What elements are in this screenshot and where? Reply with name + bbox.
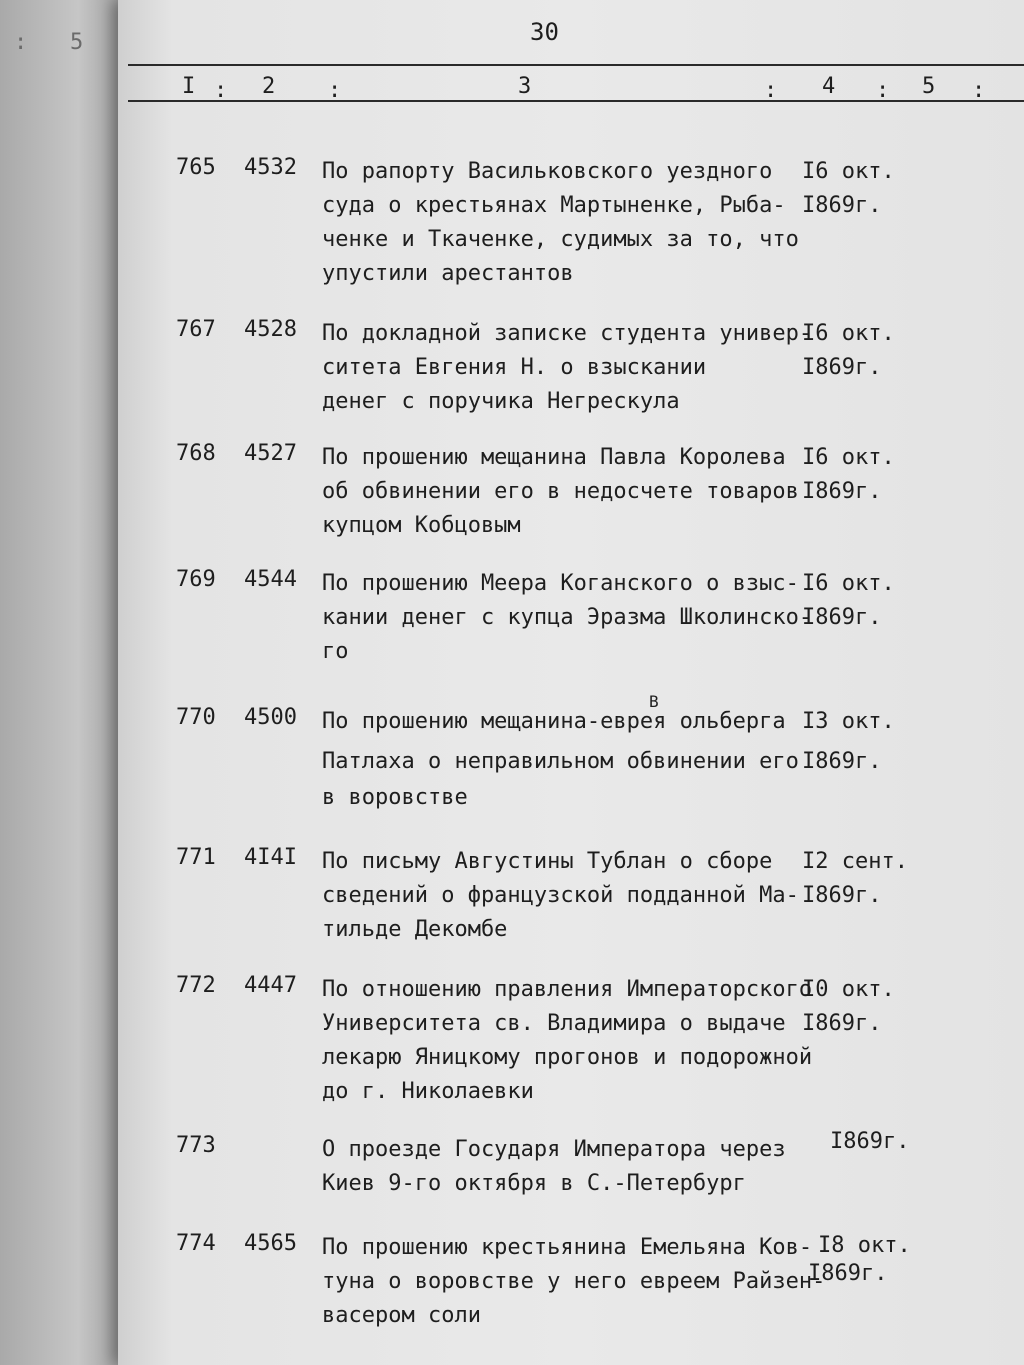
entry-text-line: По докладной записке студента универ-	[322, 321, 813, 346]
facing-page-mark: 5	[70, 30, 84, 55]
entry-text-line: Киев 9-го октября в С.-Петербург	[322, 1171, 746, 1196]
entry-number: 772	[176, 973, 216, 998]
entry-date: I0 окт.	[802, 977, 895, 1002]
entry-reference: 4527	[244, 441, 297, 466]
header-rule-top	[128, 64, 1024, 66]
entry-reference: 4565	[244, 1231, 297, 1256]
entry-text-line: в воровстве	[322, 785, 468, 810]
entry-number: 771	[176, 845, 216, 870]
entry-reference: 4500	[244, 705, 297, 730]
entry-reference: 4I4I	[244, 845, 297, 870]
entry-date: I8 окт.	[818, 1233, 911, 1258]
entry-text-line: По отношению правления Императорского	[322, 977, 813, 1002]
entry-number: 767	[176, 317, 216, 342]
entry-superscript-correction: В	[649, 692, 659, 711]
column-separator: :	[214, 78, 228, 103]
entry-date: I6 окт.	[802, 445, 895, 470]
entry-number: 765	[176, 155, 216, 180]
entry-date: I869г.	[802, 883, 882, 908]
entry-text-line: По рапорту Васильковского уездного	[322, 159, 773, 184]
column-header-5: 5	[922, 74, 936, 99]
entry-date: I6 окт.	[802, 321, 895, 346]
entry-text-line: упустили арестантов	[322, 261, 574, 286]
entry-text-line: ченке и Ткаченке, судимых за то, что	[322, 227, 799, 252]
header-rule-bottom	[128, 100, 1024, 102]
entry-text-line: тильде Декомбе	[322, 917, 508, 942]
entry-number: 770	[176, 705, 216, 730]
entry-text-line: По прошению крестьянина Емельяна Ков-	[322, 1235, 813, 1260]
column-header-4: 4	[822, 74, 836, 99]
page-number: 30	[530, 18, 559, 46]
column-separator: :	[764, 78, 778, 103]
column-separator: :	[876, 78, 890, 103]
column-header-2: 2	[262, 74, 276, 99]
column-header-3: 3	[518, 74, 532, 99]
entry-text-line: По прошению Меера Коганского о взыс-	[322, 571, 799, 596]
entry-text-line: туна о воровстве у него евреем Райзен-	[322, 1269, 826, 1294]
entry-text-line: суда о крестьянах Мартыненке, Рыба-	[322, 193, 786, 218]
entry-text-line: васером соли	[322, 1303, 481, 1328]
entry-number: 769	[176, 567, 216, 592]
entry-date: I869г.	[802, 605, 882, 630]
column-header-1: I	[182, 74, 196, 99]
entry-date: I869г.	[802, 355, 882, 380]
entry-text-line: кании денег с купца Эразма Школинско-	[322, 605, 813, 630]
entry-text-line: до г. Николаевки	[322, 1079, 534, 1104]
entry-text-line: купцом Кобцовым	[322, 513, 521, 538]
entry-text-line: лекарю Яницкому прогонов и подорожной	[322, 1045, 813, 1070]
facing-page-mark: :	[14, 30, 28, 55]
entry-reference: 4447	[244, 973, 297, 998]
entry-date: I2 сент.	[802, 849, 908, 874]
entry-date: I869г.	[802, 1011, 882, 1036]
entry-text-line: По прошению мещанина Павла Королева	[322, 445, 786, 470]
entry-date: I869г.	[802, 749, 882, 774]
entry-date: I869г.	[830, 1129, 910, 1154]
entry-number: 773	[176, 1133, 216, 1158]
entry-date: I869г.	[808, 1261, 888, 1286]
facing-page-edge	[0, 0, 130, 1365]
entry-text-line: О проезде Государя Императора через	[322, 1137, 786, 1162]
entry-reference: 4544	[244, 567, 297, 592]
entry-text-line: По письму Августины Тублан о сборе	[322, 849, 773, 874]
entry-date: I869г.	[802, 479, 882, 504]
entry-text-line: об обвинении его в недосчете товаров	[322, 479, 799, 504]
entry-text-line: сведений о французской подданной Ма-	[322, 883, 799, 908]
entry-text-line: го	[322, 639, 349, 664]
column-separator: :	[972, 78, 986, 103]
entry-number: 768	[176, 441, 216, 466]
entry-text-line: По прошению мещанина-еврея ольберга	[322, 709, 786, 734]
entry-reference: 4532	[244, 155, 297, 180]
entry-date: I3 окт.	[802, 709, 895, 734]
column-separator: :	[328, 78, 342, 103]
entry-date: I869г.	[802, 193, 882, 218]
entry-date: I6 окт.	[802, 571, 895, 596]
entry-date: I6 окт.	[802, 159, 895, 184]
entry-text-line: ситета Евгения Н. о взыскании	[322, 355, 707, 380]
entry-reference: 4528	[244, 317, 297, 342]
entry-text-line: денег с поручика Негрескула	[322, 389, 680, 414]
entry-text-line: Университета св. Владимира о выдаче	[322, 1011, 786, 1036]
entry-text-line: Патлаха о неправильном обвинении его	[322, 749, 799, 774]
entry-number: 774	[176, 1231, 216, 1256]
